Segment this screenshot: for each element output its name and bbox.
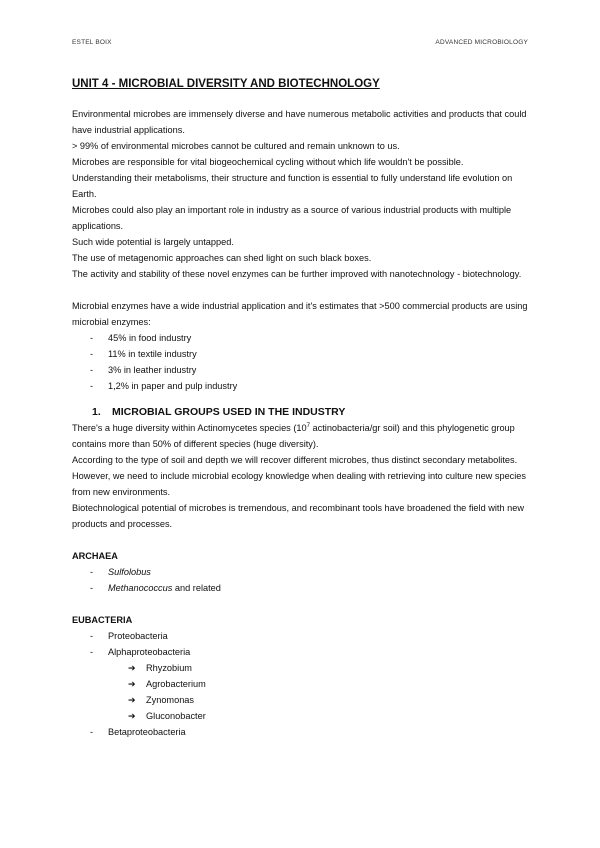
enzyme-use-list <box>72 330 532 394</box>
item-text: Agrobacterium <box>146 679 206 689</box>
section-paragraph-2: According to the type of soil and depth we will recover different microbes, thus distinct secondary metabolites. <box>72 455 518 465</box>
list-item <box>128 692 532 708</box>
paragraph-text: actinobacteria/gr soil) and this phylogenetic group contains more than 50% of different species (huge diversity). <box>72 423 515 449</box>
list-item <box>128 660 532 676</box>
eubacteria-list-continued <box>72 724 532 740</box>
list-item: - 3% in leather industry <box>90 362 532 378</box>
arrow-right-icon: ➔ <box>128 711 136 721</box>
section-paragraph-1 <box>72 420 532 452</box>
item-text: Gluconobacter <box>146 711 206 721</box>
intro-paragraph-3: Microbes are responsible for vital biogeochemical cycling without which life wouldn't be possible. <box>72 157 464 167</box>
species-name: Sulfolobus <box>108 567 151 577</box>
intro-paragraph-8: The activity and stability of these novel enzymes can be further improved with nanotechnology - biotechnology. <box>72 269 522 279</box>
list-item <box>128 676 532 692</box>
arrow-right-icon: ➔ <box>128 695 136 705</box>
list-item <box>90 564 532 580</box>
section-heading <box>72 404 532 420</box>
list-item: - Proteobacteria <box>90 628 532 644</box>
intro-paragraph-1: Environmental microbes are immensely diverse and have numerous metabolic activities and products that could have industrial applications. <box>72 109 527 135</box>
superscript-exponent: 7 <box>306 422 310 429</box>
unit-title: UNIT 4 - MICROBIAL DIVERSITY AND BIOTECHNOLOGY <box>72 78 380 90</box>
header-course: ADVANCED MICROBIOLOGY <box>435 39 528 46</box>
archaea-list <box>72 564 532 596</box>
section-paragraph-3: However, we need to include microbial ecology knowledge when dealing with retrieving into culture new species from new environments. <box>72 471 527 497</box>
alphaproteobacteria-sublist <box>72 660 532 724</box>
species-name: Methanococcus <box>108 583 173 593</box>
intro-paragraph-5: Microbes could also play an important role in industry as a source of various industrial products with multiple applications. <box>72 205 512 231</box>
item-text: Zynomonas <box>146 695 195 705</box>
section-paragraph-4: Biotechnological potential of microbes is tremendous, and recombinant tools have broadened the field with new products and processes. <box>72 503 524 529</box>
intro-paragraph-6: Such wide potential is largely untapped. <box>72 237 234 247</box>
enzymes-paragraph: Microbial enzymes have a wide industrial application and it's estimates that >500 commercial products are using microbial enzymes: <box>72 301 528 327</box>
item-text: Rhyzobium <box>146 663 192 673</box>
intro-paragraph-4: Understanding their metabolisms, their structure and function is essential to fully understand life evolution on Earth. <box>72 173 513 199</box>
list-item: - Alphaproteobacteria <box>90 644 532 660</box>
list-item: - 11% in textile industry <box>90 346 532 362</box>
list-item: - 1,2% in paper and pulp industry <box>90 378 532 394</box>
list-item <box>128 708 532 724</box>
list-item <box>90 580 532 596</box>
spacer <box>72 596 532 612</box>
spacer <box>72 532 532 548</box>
section-heading-text: MICROBIAL GROUPS USED IN THE INDUSTRY <box>112 406 346 418</box>
paragraph-text: There's a huge diversity within Actinomycetes species (10 <box>72 423 307 433</box>
header-author: ESTEL BOIX <box>72 39 112 46</box>
arrow-right-icon: ➔ <box>128 663 136 673</box>
item-text: and related <box>172 583 221 593</box>
document-body <box>72 76 532 740</box>
arrow-right-icon: ➔ <box>128 679 136 689</box>
intro-paragraph-2: > 99% of environmental microbes cannot be cultured and remain unknown to us. <box>72 141 400 151</box>
archaea-heading: ARCHAEA <box>72 551 118 561</box>
eubacteria-heading: EUBACTERIA <box>72 615 133 625</box>
intro-paragraph-7: The use of metagenomic approaches can shed light on such black boxes. <box>72 253 372 263</box>
section-number: 1. <box>92 406 101 418</box>
list-item: - Betaproteobacteria <box>90 724 532 740</box>
list-item: - 45% in food industry <box>90 330 532 346</box>
spacer <box>72 282 532 298</box>
eubacteria-list <box>72 628 532 660</box>
